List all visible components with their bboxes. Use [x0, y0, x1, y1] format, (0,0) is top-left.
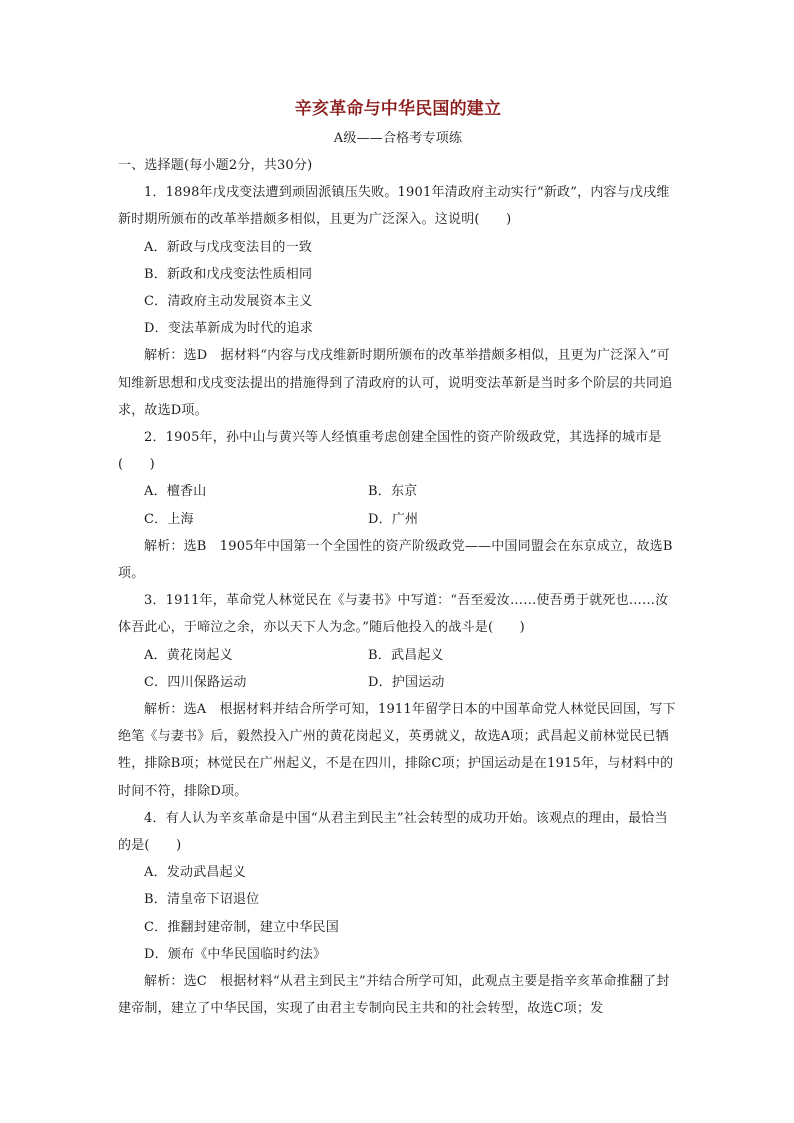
question-1-option-a: A．新政与戊戌变法目的一致: [144, 239, 312, 255]
question-3-option-d: D．护国运动: [368, 674, 445, 690]
question-3-option-b: B．武昌起义: [368, 647, 444, 663]
question-1-option-b: B．新政和戊戌变法性质相同: [144, 266, 313, 282]
question-4-option-d: D．颁布《中华民国临时约法》: [144, 946, 327, 962]
question-2-stem: 2．1905年，孙中山与黄兴等人经慎重考虑创建全国性的资产阶级政党，其选择的城市是( ): [118, 430, 662, 473]
page-title: 辛亥革命与中华民国的建立: [294, 99, 502, 119]
question-3-stem: 3．1911年，革命党人林觉民在《与妻书》中写道：“吾至爱汝……使吾勇于就死也……汝体吾此心，于啼泣之余，亦以天下人为念。”随后他投入的战斗是( ): [118, 593, 669, 636]
document-body: [118, 96, 678, 1023]
question-2-analysis: 解析：选B 1905年中国第一个全国性的资产阶级政党——中国同盟会在东京成立，故选B项。: [118, 538, 673, 582]
question-2-options-row-1: [118, 478, 678, 505]
question-2-option-a: A．檀香山: [144, 484, 207, 500]
question-4-option-c: C．推翻封建帝制，建立中华民国: [144, 919, 339, 935]
question-3-analysis: 解析：选A 根据材料并结合所学可知，1911年留学日本的中国革命党人林觉民回国，写下绝笔《与妻书》后，毅然投入广州的黄花岗起义，英勇就义，故选A项；武昌起义前林觉民已牺牲，排除B项；林觉民在广州起义，不是在四川，排除C项；护国运动是在1915年，与材料中的时间不符，排除D项。: [118, 702, 676, 799]
question-3-option-c: C．四川保路运动: [144, 674, 247, 690]
question-1-option-d: D．变法革新成为时代的追求: [144, 321, 314, 337]
question-2-options-row-2: [118, 506, 678, 533]
section-heading: 一、选择题(每小题2分，共30分): [118, 158, 313, 173]
question-3-options-row-1: [118, 642, 678, 669]
question-2-option-d: D．广州: [368, 511, 419, 527]
question-1-stem: 1．1898年戊戌变法遭到顽固派镇压失败。1901年清政府主动实行“新政”，内容与戊戌维新时期所颁布的改革举措颇多相似，且更为广泛深入。这说明( ): [118, 185, 670, 228]
question-2-option-b: B．东京: [368, 484, 418, 500]
question-2-option-c: C．上海: [144, 511, 194, 527]
question-3-options-row-2: [118, 669, 678, 696]
question-4-option-a: A．发动武昌起义: [144, 865, 246, 881]
question-4-option-b: B．清皇帝下诏退位: [144, 892, 260, 908]
question-1-analysis: 解析：选D 据材料“内容与戊戌维新时期所颁布的改革举措颇多相似，且更为广泛深入”可知维新思想和戊戌变法提出的措施得到了清政府的认可，说明变法革新是当时多个阶层的共同追求，故选D项。: [118, 348, 673, 418]
question-1-option-c: C．清政府主动发展资本主义: [144, 294, 313, 310]
question-3-option-a: A．黄花岗起义: [144, 647, 233, 663]
question-4-stem: 4．有人认为辛亥革命是中国“从君主到民主”社会转型的成功开始。该观点的理由，最恰当的是( ): [118, 810, 668, 854]
question-4-analysis: 解析：选C 根据材料“从君主到民主”并结合所学可知，此观点主要是指辛亥革命推翻了封建帝制，建立了中华民国，实现了由君主专制向民主共和的社会转型，故选C项；发: [118, 974, 670, 1017]
page-subtitle: A级——合格考专项练: [333, 131, 463, 146]
